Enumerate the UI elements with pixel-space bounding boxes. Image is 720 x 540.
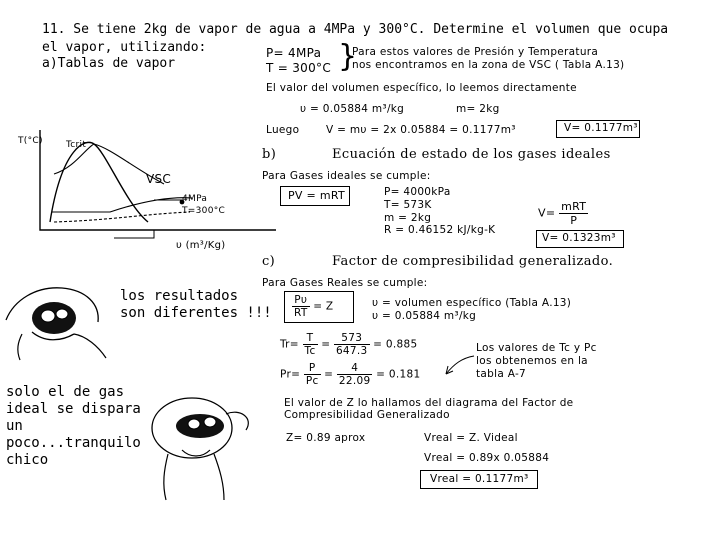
z-diagram-text-1: El valor de Z lo hallamos del diagrama del Factor de bbox=[284, 397, 574, 409]
part-b-letter: b) bbox=[262, 147, 277, 162]
compressibility-equation bbox=[292, 294, 333, 319]
ideal-gas-law: PV = mRT bbox=[288, 189, 346, 202]
pr-num: P bbox=[304, 362, 321, 375]
cartoon-thinker-icon bbox=[128, 384, 268, 504]
z-numerator: Pυ bbox=[292, 294, 310, 307]
tr-num-value: 573 bbox=[334, 332, 370, 345]
volume-calculation: V = mυ = 2x 0.05884 = 0.1177m³ bbox=[326, 124, 516, 136]
pr-den-value: 22.09 bbox=[338, 375, 371, 387]
luego-label: Luego bbox=[266, 124, 300, 136]
z-diagram-text-2: Compresibilidad Generalizado bbox=[284, 409, 450, 421]
vreal-result: Vreal = 0.1177m³ bbox=[430, 473, 529, 485]
pr-result: = 0.181 bbox=[376, 368, 421, 381]
problem-line-1: 11. Se tiene 2kg de vapor de agua a 4MPa y 300°C. Determine el volumen que ocupa bbox=[42, 22, 669, 37]
arrow-icon bbox=[440, 352, 476, 378]
diagram-region-label: VSC bbox=[146, 172, 172, 186]
z-approx: Z= 0.89 aprox bbox=[286, 432, 366, 444]
ideal-volume-formula bbox=[538, 200, 588, 227]
problem-line-2: el vapor, utilizando: bbox=[42, 40, 207, 55]
tr-result: = 0.885 bbox=[373, 338, 418, 351]
vreal-equation-1: Vreal = Z. Videal bbox=[424, 432, 518, 444]
formula-denominator: P bbox=[570, 214, 578, 227]
ideal-gas-constant: R = 0.46152 kJ/kg-K bbox=[384, 224, 496, 236]
ideal-mass: m = 2kg bbox=[384, 212, 432, 224]
isotherm-300 bbox=[54, 212, 190, 222]
ideal-gas-intro: Para Gases ideales se cumple: bbox=[262, 170, 431, 182]
given-pressure: P= 4MPa bbox=[266, 46, 322, 60]
part-c-heading: Factor de compresibilidad generalizado. bbox=[332, 254, 614, 269]
part-b-heading: Ecuación de estado de los gases ideales bbox=[332, 147, 611, 162]
cartoon-character-icon bbox=[2, 276, 112, 362]
reduced-pressure bbox=[280, 362, 420, 387]
tr-equals: = bbox=[321, 338, 331, 351]
tr-num: T bbox=[303, 332, 318, 345]
critical-note-3: tabla A-7 bbox=[476, 368, 527, 380]
mass-value: m= 2kg bbox=[456, 103, 500, 115]
pr-label: Pr= bbox=[280, 368, 301, 381]
ideal-pressure: P= 4000kPa bbox=[384, 186, 451, 198]
pr-equals: = bbox=[324, 368, 334, 381]
ideal-volume-result: V= 0.1323m³ bbox=[542, 232, 616, 244]
formula-fraction bbox=[559, 200, 588, 227]
ideal-temperature: T= 573K bbox=[384, 199, 432, 211]
pr-den: Pc bbox=[305, 375, 319, 387]
region-note-1: Para estos valores de Presión y Temperatura bbox=[352, 46, 599, 58]
real-specific-volume: υ = 0.05884 m³/kg bbox=[372, 310, 477, 322]
part-c-letter: c) bbox=[262, 254, 276, 269]
diagram-y-label: T(°C) bbox=[18, 136, 43, 146]
z-denominator: RT bbox=[294, 307, 308, 319]
different-results-comment: los resultados son diferentes !!! bbox=[120, 288, 272, 321]
t-v-diagram bbox=[14, 124, 284, 262]
given-temperature: T = 300°C bbox=[266, 61, 331, 75]
specific-volume-value: υ = 0.05884 m³/kg bbox=[300, 103, 405, 115]
diagram-isobar-lower: T=300°C bbox=[182, 206, 226, 216]
saturation-dome bbox=[50, 142, 148, 222]
brace-icon: } bbox=[338, 39, 358, 74]
specific-volume-text: El valor del volumen específico, lo leemos directamente bbox=[266, 82, 577, 94]
critical-note-1: Los valores de Tc y Pc bbox=[476, 342, 597, 354]
ideal-gas-comment: solo el de gas ideal se dispara un poco...tranquilo chico bbox=[6, 384, 141, 468]
critical-note-2: los obtenemos en la bbox=[476, 355, 588, 367]
real-gas-intro: Para Gases Reales se cumple: bbox=[262, 277, 428, 289]
reduced-temperature bbox=[280, 332, 417, 357]
diagram-critical-label: Tcrit bbox=[66, 140, 87, 150]
formula-numerator: mRT bbox=[561, 200, 587, 213]
pr-num-value: 4 bbox=[337, 362, 373, 375]
tr-label: Tr= bbox=[280, 338, 299, 351]
diagram-x-label: υ (m³/Kg) bbox=[176, 240, 226, 251]
problem-line-3: a)Tablas de vapor bbox=[42, 56, 176, 71]
z-equals: = Z bbox=[313, 300, 334, 313]
volume-result: V= 0.1177m³ bbox=[564, 122, 638, 134]
region-note-2: nos encontramos en la zona de VSC ( Tabla A.13) bbox=[352, 59, 625, 71]
specific-volume-note: υ = volumen específico (Tabla A.13) bbox=[372, 297, 572, 309]
vreal-equation-2: Vreal = 0.89x 0.05884 bbox=[424, 452, 550, 464]
formula-lhs: V= bbox=[538, 206, 556, 220]
diagram-isobar-upper: 4MPa bbox=[182, 194, 208, 204]
tr-den-value: 647.3 bbox=[335, 345, 368, 357]
tr-den: Tc bbox=[304, 345, 316, 357]
